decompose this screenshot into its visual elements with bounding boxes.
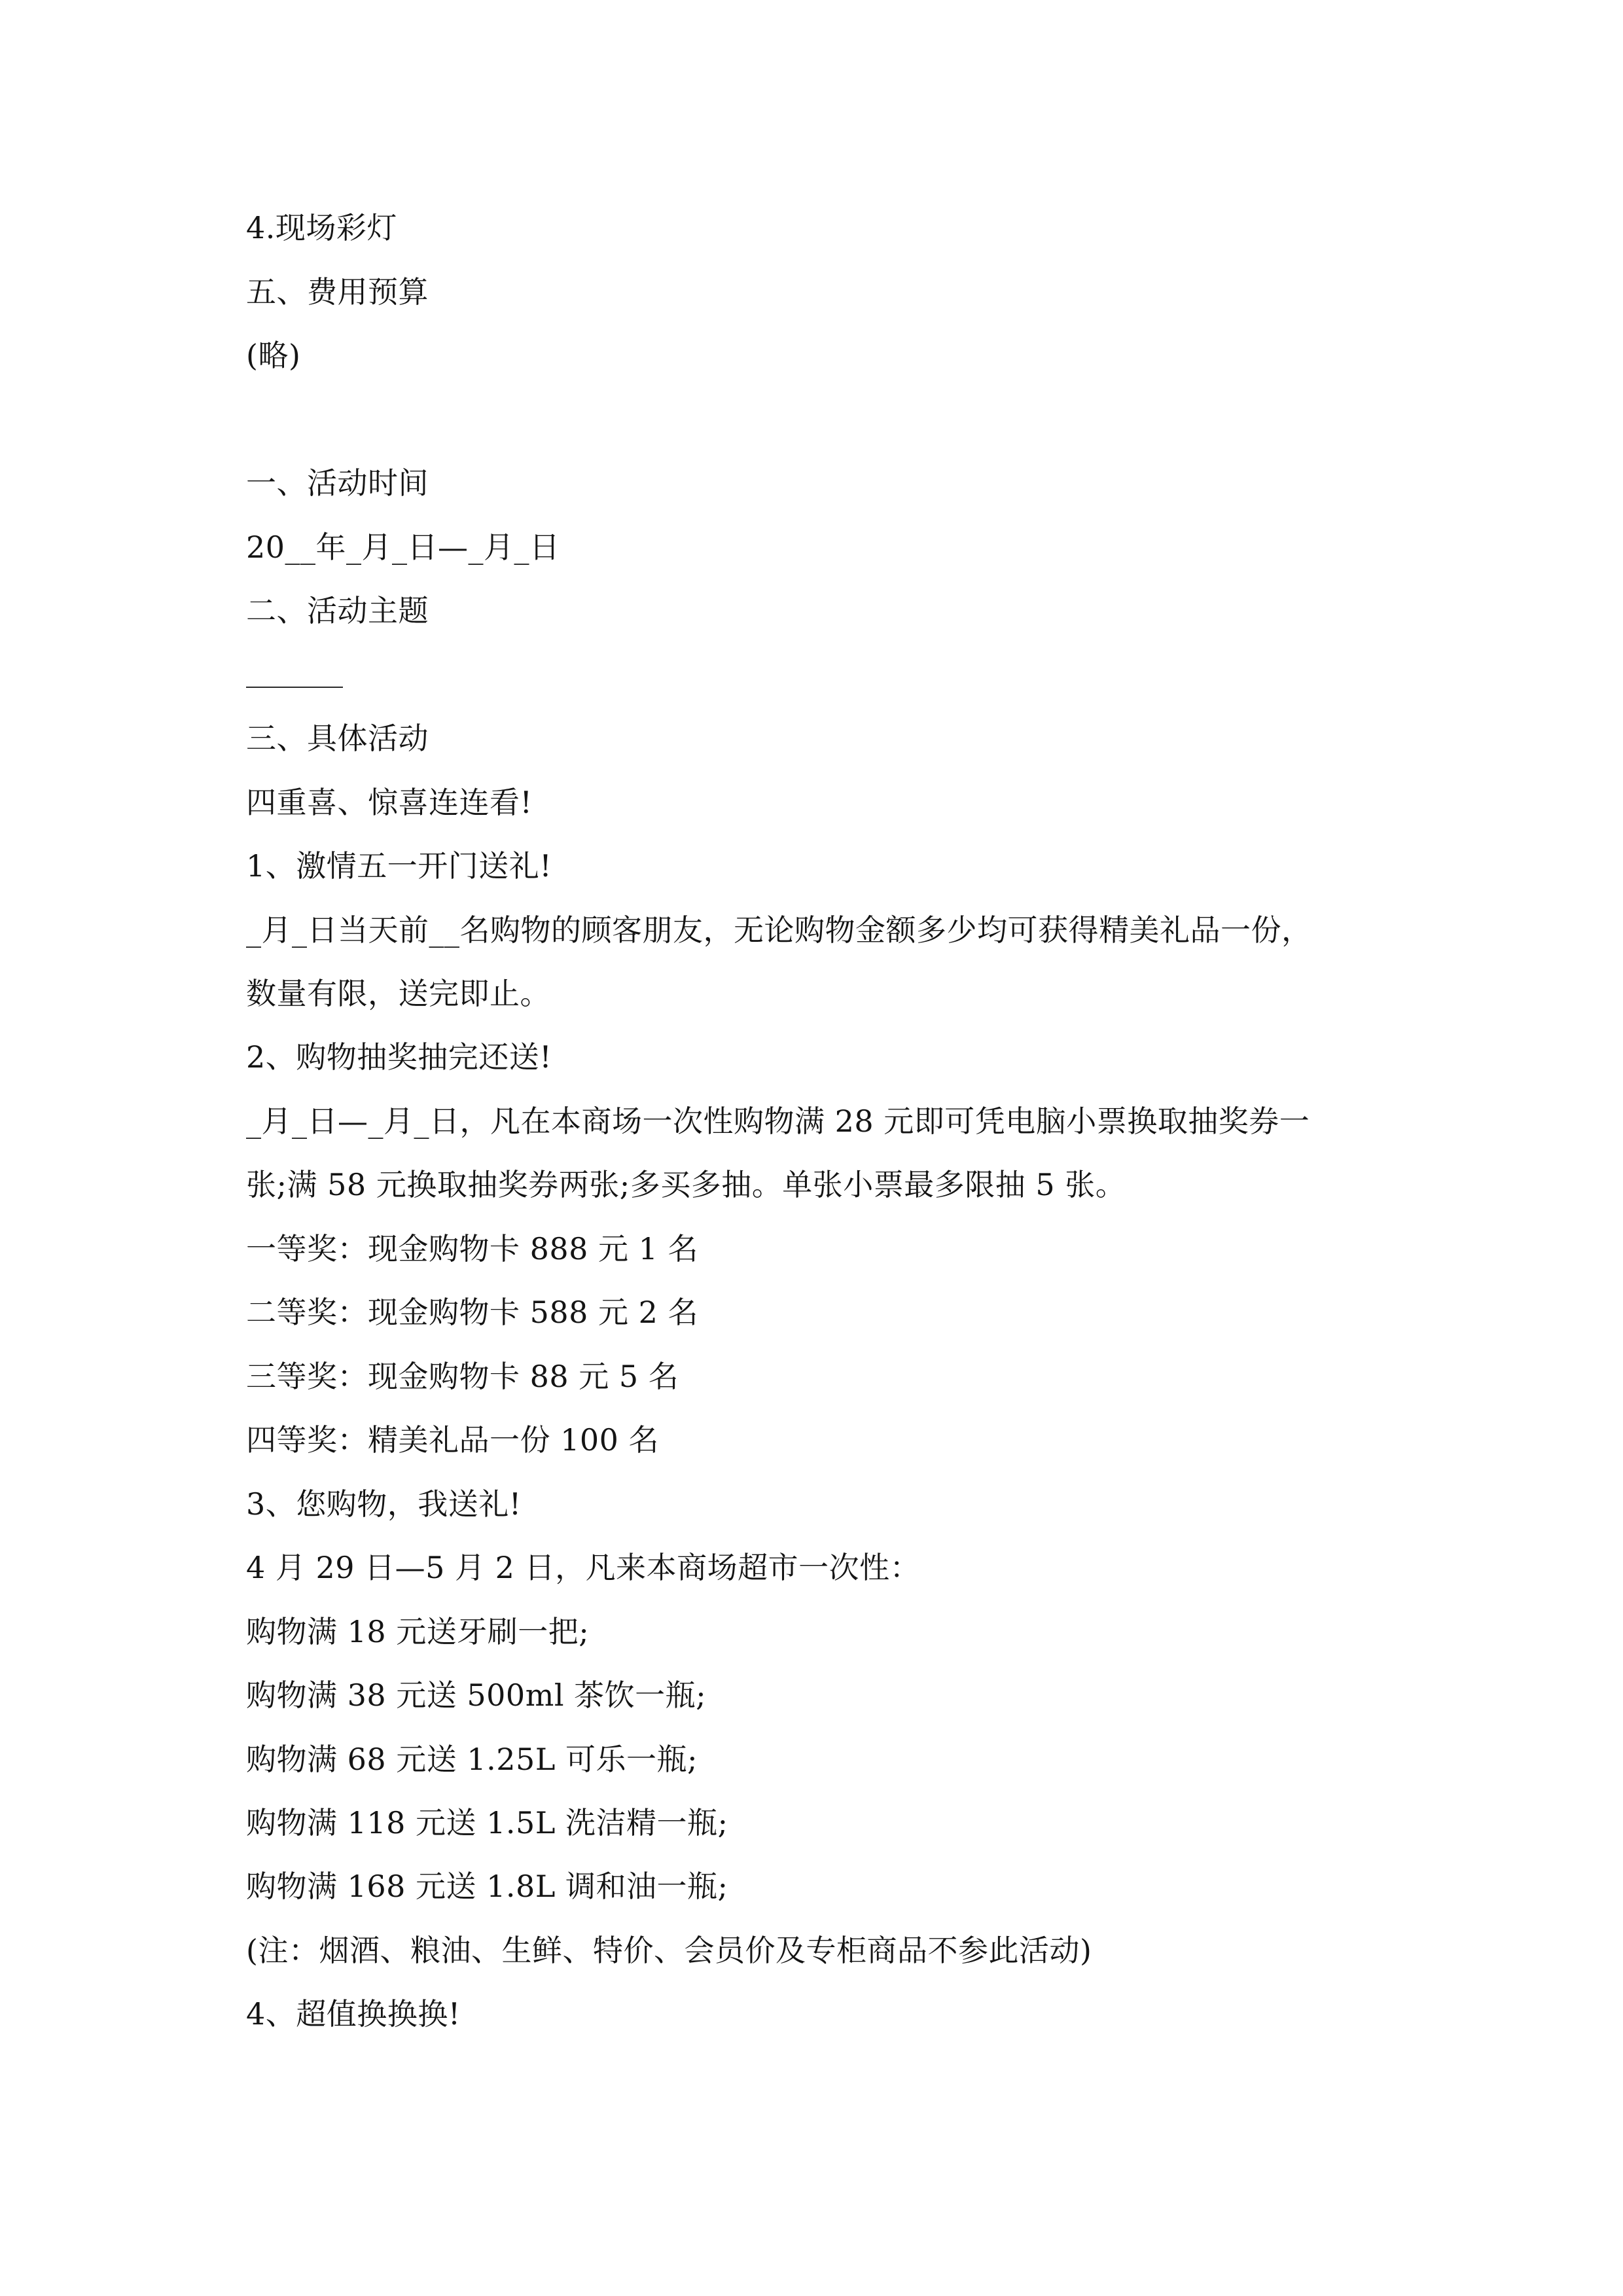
exclusion-note: (注：烟酒、粮油、生鲜、特价、会员价及专柜商品不参此活动) (246, 1933, 1092, 1968)
prize-third: 三等奖：现金购物卡 88 元 5 名 (246, 1359, 679, 1394)
heading-specific-activities: 三、具体活动 (246, 721, 429, 756)
heading-budget: 五、费用预算 (246, 274, 429, 310)
item-4-lights: 4.现场彩灯 (246, 210, 397, 245)
heading-activity-theme: 二、活动主题 (246, 593, 429, 628)
activities-subtitle: 四重喜、惊喜连连看! (246, 785, 533, 820)
gift-tier-118: 购物满 118 元送 1.5L 洗洁精一瓶; (246, 1805, 728, 1840)
gift-tier-68: 购物满 68 元送 1.25L 可乐一瓶; (246, 1742, 698, 1777)
gift-tier-38: 购物满 38 元送 500ml 茶饮一瓶; (246, 1677, 707, 1713)
gift-tier-18: 购物满 18 元送牙刷一把; (246, 1614, 590, 1649)
activity-date-range: 20__年_月_日—_月_日 (246, 529, 560, 565)
activity-3-desc: 4 月 29 日—5 月 2 日，凡来本商场超市一次性： (246, 1550, 921, 1585)
activity-2-desc-line-2: 张;满 58 元换取抽奖券两张;多买多抽。单张小票最多限抽 5 张。 (246, 1167, 1126, 1202)
activity-2-desc-line-1: _月_日—_月_日，凡在本商场一次性购物满 28 元即可凭电脑小票换取抽奖券一 (246, 1103, 1310, 1139)
theme-blank-line (246, 687, 343, 688)
activity-4-title: 4、超值换换换! (246, 1996, 461, 2032)
prize-first: 一等奖：现金购物卡 888 元 1 名 (246, 1231, 699, 1266)
prize-second: 二等奖：现金购物卡 588 元 2 名 (246, 1295, 699, 1330)
activity-1-desc-line-1: _月_日当天前__名购物的顾客朋友，无论购物金额多少均可获得精美礼品一份， (246, 912, 1312, 948)
gift-tier-168: 购物满 168 元送 1.8L 调和油一瓶; (246, 1869, 728, 1904)
activity-2-title: 2、购物抽奖抽完还送! (246, 1039, 552, 1075)
activity-3-title: 3、您购物，我送礼! (246, 1486, 522, 1522)
activity-1-desc-line-2: 数量有限，送完即止。 (246, 976, 550, 1011)
heading-activity-time: 一、活动时间 (246, 465, 429, 501)
budget-omitted: (略) (246, 338, 301, 373)
prize-fourth: 四等奖：精美礼品一份 100 名 (246, 1422, 660, 1458)
activity-1-title: 1、激情五一开门送礼! (246, 848, 552, 884)
